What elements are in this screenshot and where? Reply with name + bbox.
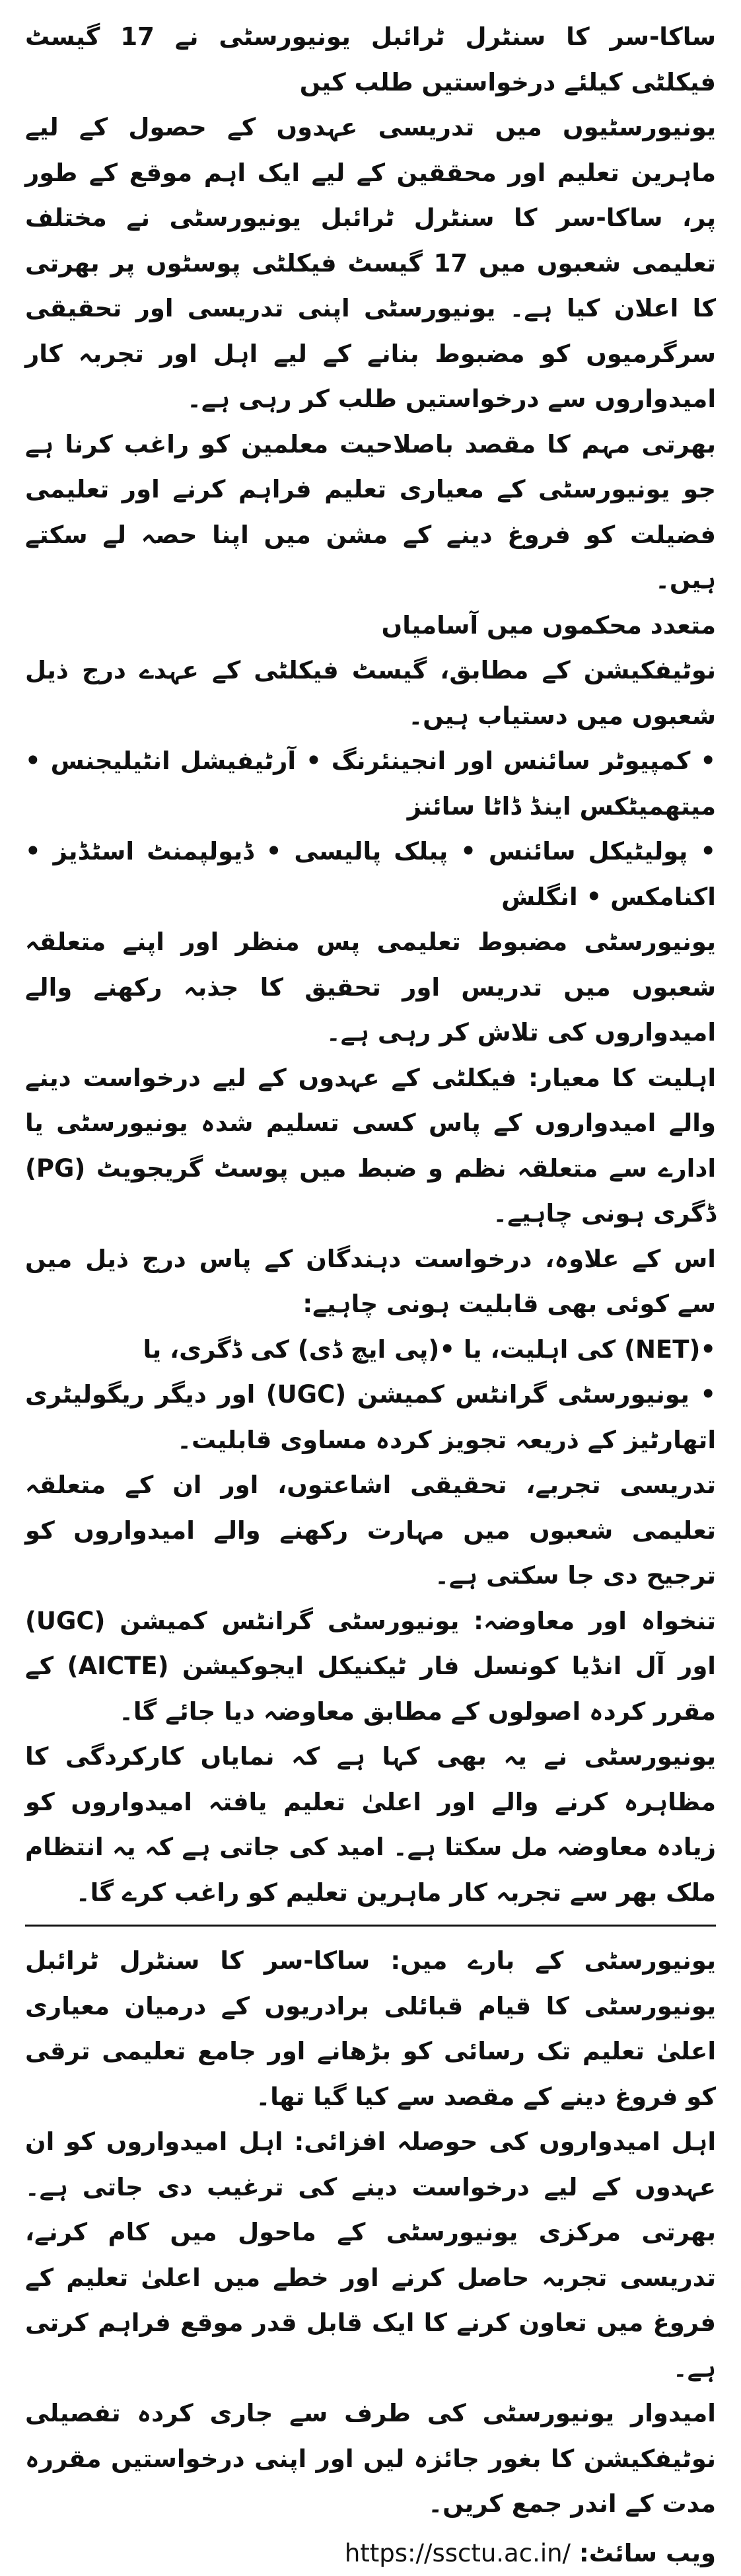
departments-list bbox=[25, 739, 716, 920]
seeking-paragraph: یونیورسٹی مضبوط تعلیمی پس منظر اور اپنے متعلقہ شعبوں میں تدریس اور تحقیق کا جذبہ رکھنے والے امیدواروں کی تلاش کر رہی ہے۔ bbox=[25, 920, 716, 1056]
about-paragraph: یونیورسٹی کے بارے میں: ساکا-سر کا سنٹرل ٹرائبل یونیورسٹی کا قیام قبائلی برادریوں کے درمیان معیاری اعلیٰ تعلیم تک رسائی کو بڑھانے اور جامع تعلیمی ترقی کو فروغ دینے کے مقصد سے کیا گیا تھا۔ bbox=[25, 1938, 716, 2119]
eligibility-paragraph: اہلیت کا معیار: فیکلٹی کے عہدوں کے لیے درخواست دینے والے امیدواروں کے پاس کسی تسلیم شدہ یونیورسٹی یا ادارے سے متعلقہ نظم و ضبط میں پوسٹ گریجویٹ (PG) ڈگری ہونی چاہیے۔ bbox=[25, 1056, 716, 1237]
positions-heading: متعدد محکموں میں آسامیاں bbox=[25, 603, 716, 649]
performance-paragraph: یونیورسٹی نے یہ بھی کہا ہے کہ نمایاں کارکردگی کا مظاہرہ کرنے والے اور اعلیٰ تعلیم یافتہ امیدواروں کو زیادہ معاوضہ مل سکتا ہے۔ امید کی جاتی ہے کہ یہ انتظام ملک بھر سے تجربہ کار ماہرین تعلیم کو راغب کرے گا۔ bbox=[25, 1734, 716, 1915]
list-item: • یونیورسٹی گرانٹس کمیشن (UGC) اور دیگر ریگولیٹری اتھارٹیز کے ذریعہ تجویز کردہ مساوی قابلیت۔ bbox=[25, 1372, 716, 1463]
divider bbox=[25, 1925, 716, 1927]
instructions-paragraph: امیدوار یونیورسٹی کی طرف سے جاری کردہ تفصیلی نوٹیفکیشن کا بغور جائزہ لیں اور اپنی درخواستیں مقررہ مدت کے اندر جمع کریں۔ bbox=[25, 2391, 716, 2527]
positions-intro: نوٹیفکیشن کے مطابق، گیسٹ فیکلٹی کے عہدے درج ذیل شعبوں میں دستیاب ہیں۔ bbox=[25, 648, 716, 739]
salary-paragraph: تنخواہ اور معاوضہ: یونیورسٹی گرانٹس کمیشن (UGC) اور آل انڈیا کونسل فار ٹیکنیکل ایجوکیشن (AICTE) کے مقرر کردہ اصولوں کے مطابق معاوضہ دیا جائے گا۔ bbox=[25, 1599, 716, 1735]
list-item: • کمپیوٹر سائنس اور انجینئرنگ • آرٹیفیشل انٹیلیجنس • میتھمیٹکس اینڈ ڈاٹا سائنز bbox=[25, 739, 716, 829]
list-item: • پولیٹیکل سائنس • پبلک پالیسی • ڈیولپمنٹ اسٹڈیز • اکنامکس • انگلش bbox=[25, 829, 716, 920]
experience-paragraph: تدریسی تجربے، تحقیقی اشاعتوں، اور ان کے متعلقہ تعلیمی شعبوں میں مہارت رکھنے والے امیدواروں کو ترجیح دی جا سکتی ہے۔ bbox=[25, 1463, 716, 1599]
intro-paragraph: یونیورسٹیوں میں تدریسی عہدوں کے حصول کے لیے ماہرین تعلیم اور محققین کے لیے ایک اہم موقع کے طور پر، ساکا-سر کا سنٹرل ٹرائبل یونیورسٹی نے مختلف تعلیمی شعبوں میں 17 گیسٹ فیکلٹی پوسٹوں پر بھرتی کا اعلان کیا ہے۔ یونیورسٹی اپنی تدریسی اور تحقیقی سرگرمیوں کو مضبوط بنانے کے لیے اہل اور تجربہ کار امیدواروں سے درخواستیں طلب کر رہی ہے۔ bbox=[25, 105, 716, 422]
list-item: •(NET) کی اہلیت، یا •(پی ایچ ڈی) کی ڈگری، یا bbox=[25, 1327, 716, 1373]
purpose-paragraph: بھرتی مہم کا مقصد باصلاحیت معلمین کو راغب کرنا ہے جو یونیورسٹی کے معیاری تعلیم فراہم کرنے اور تعلیمی فضیلت کو فروغ دینے کے مشن میں اپنا حصہ لے سکتے ہیں۔ bbox=[25, 422, 716, 603]
headline: ساکا-سر کا سنٹرل ٹرائبل یونیورسٹی نے 17 گیسٹ فیکلٹی کیلئے درخواستیں طلب کیں bbox=[25, 15, 716, 105]
website-line bbox=[25, 2531, 716, 2576]
article-body bbox=[25, 15, 716, 2527]
website-label: ویب سائٹ: bbox=[579, 2539, 716, 2567]
qualifications-list bbox=[25, 1327, 716, 1463]
website-link[interactable]: https://ssctu.ac.in/ bbox=[345, 2531, 571, 2576]
additional-paragraph: اس کے علاوہ، درخواست دہندگان کے پاس درج ذیل میں سے کوئی بھی قابلیت ہونی چاہیے: bbox=[25, 1237, 716, 1327]
encouragement-paragraph: اہل امیدواروں کی حوصلہ افزائی: اہل امیدواروں کو ان عہدوں کے لیے درخواست دینے کی ترغیب دی جاتی ہے۔ بھرتی مرکزی یونیورسٹی کے ماحول میں کام کرنے، تدریسی تجربہ حاصل کرنے اور خطے میں اعلیٰ تعلیم کے فروغ میں تعاون کرنے کا ایک قابل قدر موقع فراہم کرتی ہے۔ bbox=[25, 2119, 716, 2391]
